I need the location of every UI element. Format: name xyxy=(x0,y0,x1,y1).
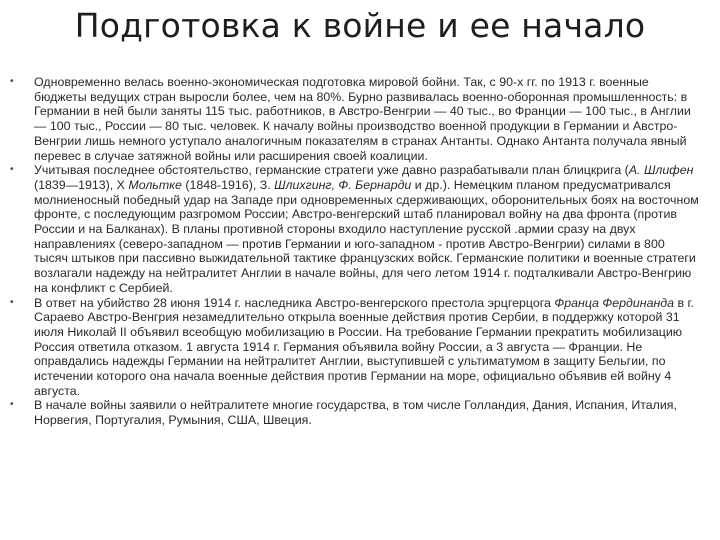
text-run: (1848-1916), З. xyxy=(181,177,275,192)
italic-name: Мольтке xyxy=(128,177,182,192)
text-run: Одновременно велась военно-экономическая подготовка мировой бойни. Так, с 90-х гг. по 1913 г. военные бюджеты ведущих стран выросли более, чем на 80%. Бурно развивалась военно-оборонная промышленность: в Германии в ней были заняты 115 тыс. работников, в Австро-Венгрии — 40 тыс., во Франции — 100 тыс., в Англии — 100 тыс., России — 80 тыс. человек. К началу войны производство военной продукции в Германии и Австро-Венгрии лишь немного уступало аналогичным показателям в странах Антанты. Однако Антанта получала явный перевес в случае затяжной войны или расширения своей коалиции. xyxy=(34,75,691,163)
slide-title: Подготовка к войне и ее начало xyxy=(74,6,646,45)
text-run: В начале войны заявили о нейтралитете многие государства, в том числе Голландия, Дания, Испания, Италия, Норвегия, Португалия, Румыния, США, Швеция. xyxy=(34,398,677,428)
bullet-text xyxy=(34,75,691,163)
bullet-marker: • xyxy=(10,296,14,308)
bullet-text xyxy=(34,398,677,427)
bullet-marker: • xyxy=(10,76,14,87)
bullet-list xyxy=(0,75,720,428)
text-run: (1839—1913), Х xyxy=(34,177,129,192)
bullet-text xyxy=(34,296,694,398)
bullet-text xyxy=(34,163,699,295)
italic-name: Шлихгинг, Ф. Бернарди xyxy=(274,177,412,192)
text-run: В ответ на убийство 28 июня 1914 г. наследника Австро-венгерского престола эрцгерцога xyxy=(34,295,555,310)
bullet-item xyxy=(0,398,720,427)
bullet-marker: • xyxy=(10,399,14,411)
text-run: в г. Сараево Австро-Венгрия незамедлительно открыла военные действия против Сербии, в поддержку которой 31 июля Николай II объявил всеобщую мобилизацию в России. На требование Германии прекратить мобилизацию Россия ответила отказом. 1 августа 1914 г. Германия объявила войну России, а 3 августа — Франции. Не оправдались надежды Германии на нейтралитет Англии, выступившей с ультиматумом в защиту Бельгии, по истечении которого она начала военные действия против Германии на море, официально объявив ей войну 4 августа. xyxy=(34,295,694,398)
text-run: и др.). Немецким планом предусматривался молниеносный победный удар на Западе при одновременных сдерживающих, оборонительных боях на восточном фронте, с последующим разгромом России; Австро-венгерский штаб планировал войну на два фронта (против России и на Балканах). В планы противной стороны входило наступление русской .армии сразу на двух направлениях (северо-западном — против Германии и юго-западном - против Австро-Венгрии) силами в 800 тысяч штыков при пассивно выжидательной тактике французских войск. Германские политики и военные стратеги возлагали надежду на нейтралитет Англии в начале войны, для чего летом 1914 г. подталкивали Австро-Венгрию на конфликт с Сербией. xyxy=(34,177,699,295)
bullet-marker: • xyxy=(10,164,14,176)
italic-name: А. Шлифен xyxy=(628,163,694,178)
bullet-item xyxy=(0,163,720,295)
text-run: Учитывая последнее обстоятельство, германские стратеги уже давно разрабатывали план блицкрига ( xyxy=(34,163,629,178)
bullet-item xyxy=(0,296,720,399)
bullet-item xyxy=(0,75,720,163)
italic-name: Франца Фердинанда xyxy=(554,295,675,310)
